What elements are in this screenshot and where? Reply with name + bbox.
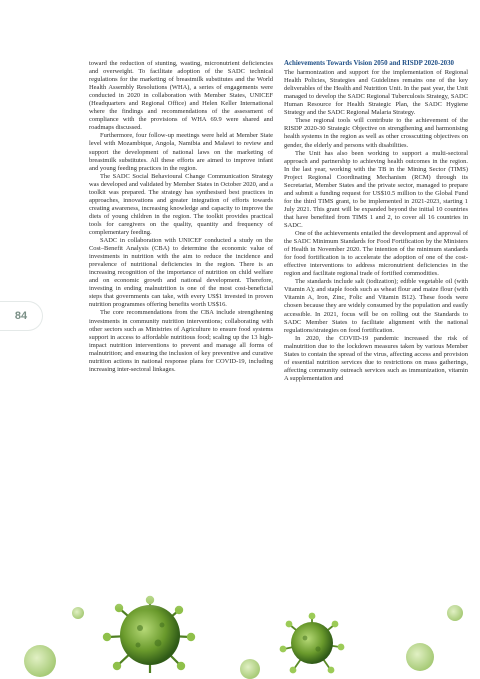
left-paragraph-5: The core recommendations from the CBA include strengthening investments in community nutrition interventions; collaborating with other sectors such as Ministries of Agriculture to ensure food systems support in access to affordable nutritious food; scaling up the 13 high-impact nutrition interventions to prevent and manage all forms of malnutrition; and ensuring the inclusion of key preventive and curative nutrition actions in national response plans for COVID-19, including increasing inter-sectoral linkages. (89, 309, 273, 373)
left-paragraph-4: SADC in collaboration with UNICEF conducted a study on the Cost–Benefit Analysis (CBA) to determine the economic value of investments in nutrition with the aim to reduce the incidence and prevalence of nutritional deficiencies in the region. There is an increasing recognition of the importance of nutrition on child welfare and on economic growth and national development. Therefore, investing in ending malnutrition is one of the most cost-beneficial steps that governments can take, with every US$1 invested in proven nutrition programmes offering benefits worth US$16. (89, 237, 273, 309)
right-paragraph-6: In 2020, the COVID-19 pandemic increased the risk of malnutrition due to the lockdown measures taken by various Member States to contain the spread of the virus, affecting access and provision of essential nutrition services due to restrictions on mass gatherings, affecting community outreach services such as immunization, vitamin A supplementation and (284, 334, 468, 382)
right-paragraph-3: The Unit has also been working to support a multi-sectoral approach and partnership to achieving health outcomes in the region. In the last year, working with the TB in the Mining Sector (TIMS) Project Regional Coordinating Mechanism (RCM) through its Secretariat, Member States and the private sector, managed to prepare and submit a funding request for US$10.5 million to the Global Fund for the third TIMS grant, to be implemented in 2021-2023, starting 1 July 2021. This grant will be expanded beyond the initial 10 countries that have benefited from TIMS 1 and 2, to cover all 16 countries in SADC. (284, 149, 468, 229)
left-paragraph-1: toward the reduction of stunting, wasting, micronutrient deficiencies and overweight. To facilitate adoption of the SADC technical regulations for the marketing of breastmilk substitutes and the World Health Assembly Resolutions (WHA), a series of engagements were conducted in 2020 in collaboration with Member States, UNICEF (Headquarters and Regional Office) and Helen Keller International where the findings and recommendations of the assessment of compliance with the provisions of WHA 69.9 were shared and roadmaps discussed. (89, 60, 273, 132)
left-paragraph-2: Furthermore, four follow-up meetings were held at Member State level with Mozambique, Angola, Namibia and Malawi to review and support the development of national laws on the marketing of breastmilk substitutes. All these efforts are aimed to improve infant and young feeding practices in the region. (89, 132, 273, 172)
right-paragraph-4: One of the achievements entailed the development and approval of the SADC Minimum Standards for Food Fortification by the Ministers of Health in November 2020. The intention of the minimum standards for food fortification is to accelerate the adoption of one of the cost-effective interventions to address micronutrient deficiencies in the region and facilitate regional trade of fortified commodities. (284, 230, 468, 278)
left-paragraph-3: The SADC Social Behavioural Change Communication Strategy was developed and validated by Member States in October 2020, and a toolkit was prepared. The strategy has synthesised best practices in approaches, innovations and greater integration of efforts towards creating awareness, increasing knowledge and capacity to improve the diets of young children in the region. The toolkit provides practical tools for caregivers on the quality, quantity and frequency of complementary feeding. (89, 172, 273, 236)
right-paragraph-1: The harmonization and support for the implementation of Regional Health Policies, Strategies and Guidelines remains one of the key deliverables of the Health and Nutrition Unit. In the past year, the Unit managed to develop the SADC Regional Tuberculosis Strategy, SADC Human Resource for Health Strategic Plan, the SADC Hygiene Strategy and the SADC Regional Malaria Strategy. (284, 69, 468, 117)
virus-illustration (0, 573, 480, 679)
right-paragraph-5: The standards include salt (iodization); edible vegetable oil (with Vitamin A); and staple foods such as wheat flour and maize flour (with Vitamin A, Iron, Zinc, Folic and Vitamin B12). These foods were chosen because they are widely consumed by the population and easily accessible. In 2021, focus will be on rolling out the Standards to SADC Member States to facilitate alignment with the national regulations/strategies on food fortification. (284, 278, 468, 334)
right-paragraph-2: These regional tools will contribute to the achievement of the RISDP 2020-30 Strategic Objective on strengthening and harmonising health systems in the region as well as other crosscutting objectives on gender, the elderly and persons with disabilities. (284, 117, 468, 149)
page-number: 84 (14, 310, 28, 322)
right-column (284, 60, 468, 383)
page-number-tab (0, 302, 42, 330)
left-column (89, 60, 273, 374)
section-heading: Achievements Towards Vision 2050 and RISDP 2020-2030 (284, 60, 454, 67)
